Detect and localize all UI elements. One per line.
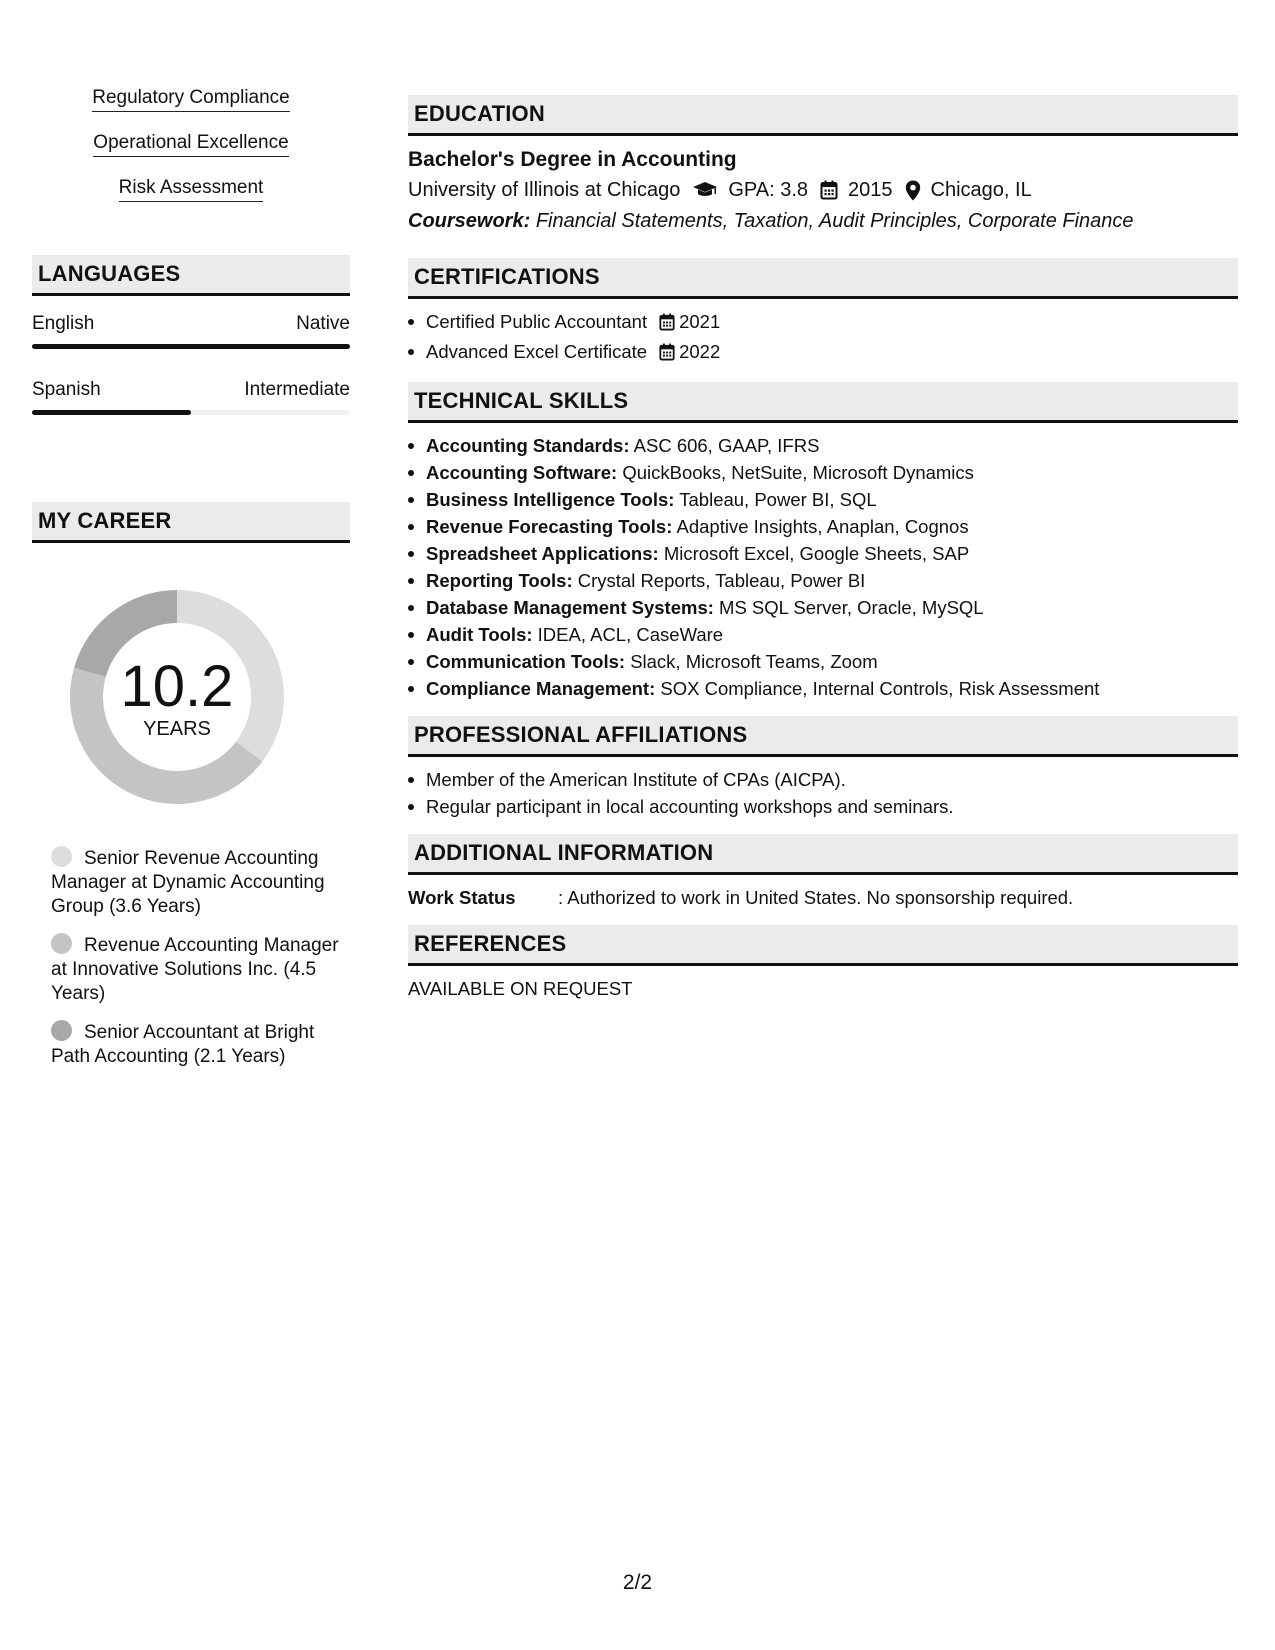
strength-item: Regulatory Compliance (92, 86, 290, 112)
page-number: 2/2 (622, 1571, 653, 1594)
skill-label: Business Intelligence Tools: (426, 489, 675, 510)
education-heading: EDUCATION (408, 95, 1238, 136)
technical-skills-heading: TECHNICAL SKILLS (408, 382, 1238, 423)
list-item (426, 621, 1238, 648)
skill-label: Reporting Tools: (426, 570, 573, 591)
list-item (426, 459, 1238, 486)
career-item-text: Revenue Accounting Manager at Innovative Solutions Inc. (4.5 Years) (51, 935, 339, 1004)
additional-info-heading: ADDITIONAL INFORMATION (408, 834, 1238, 875)
school-name: University of Illinois at Chicago (408, 179, 681, 201)
list-item (426, 308, 1238, 338)
language-bar-fill (32, 410, 191, 415)
language-name: English (32, 313, 95, 334)
language-bar (32, 344, 350, 349)
cert-name: Certified Public Accountant (426, 311, 648, 332)
skill-value: Microsoft Excel, Google Sheets, SAP (663, 543, 970, 564)
cert-year: 2021 (679, 311, 721, 332)
career-total-years: 10.2 (120, 654, 234, 719)
work-status-row (408, 884, 1238, 911)
strength-item: Risk Assessment (119, 176, 264, 202)
references-text: AVAILABLE ON REQUEST (408, 978, 633, 999)
career-item (51, 933, 341, 1006)
language-level: Native (296, 313, 350, 334)
list-item (426, 432, 1238, 459)
language-row (32, 379, 350, 401)
skill-value: Tableau, Power BI, SQL (679, 489, 877, 510)
skill-value: IDEA, ACL, CaseWare (537, 624, 724, 645)
skill-value: Adaptive Insights, Anaplan, Cognos (676, 516, 969, 537)
strengths-list (32, 86, 350, 221)
list-item (426, 594, 1238, 621)
affiliations-list (408, 766, 1238, 820)
list-item (426, 648, 1238, 675)
legend-dot-icon (51, 846, 72, 867)
calendar-icon (659, 341, 675, 368)
graduation-year: 2015 (848, 179, 893, 201)
list-item (426, 338, 1238, 368)
language-row (32, 313, 350, 335)
certifications-list (408, 308, 1238, 368)
language-bar-fill (32, 344, 350, 349)
skill-value: QuickBooks, NetSuite, Microsoft Dynamics (622, 462, 974, 483)
legend-dot-icon (51, 933, 72, 954)
education-details (408, 175, 1238, 205)
affiliations-section (408, 716, 1238, 820)
skill-value: Slack, Microsoft Teams, Zoom (630, 651, 878, 672)
skill-value: ASC 606, GAAP, IFRS (633, 435, 820, 456)
additional-info-section (408, 834, 1238, 911)
skill-value: MS SQL Server, Oracle, MySQL (719, 597, 984, 618)
skill-label: Compliance Management: (426, 678, 656, 699)
career-item-text: Senior Revenue Accounting Manager at Dynamic Accounting Group (3.6 Years) (51, 848, 325, 917)
skill-label: Accounting Standards: (426, 435, 630, 456)
skill-label: Spreadsheet Applications: (426, 543, 659, 564)
list-item: Regular participant in local accounting workshops and seminars. (426, 793, 1238, 820)
list-item (426, 513, 1238, 540)
list-item: Member of the American Institute of CPAs (AICPA). (426, 766, 1238, 793)
degree-title: Bachelor's Degree in Accounting (408, 148, 737, 171)
work-status-label: Work Status (408, 887, 516, 908)
legend-dot-icon (51, 1020, 72, 1041)
references-section (408, 925, 1238, 1002)
skill-label: Accounting Software: (426, 462, 618, 483)
career-item (51, 846, 341, 919)
languages-heading: LANGUAGES (32, 255, 350, 296)
certifications-section (408, 258, 1238, 368)
skill-label: Audit Tools: (426, 624, 533, 645)
coursework (408, 205, 1238, 237)
graduation-cap-icon (692, 181, 718, 199)
coursework-label: Coursework: (408, 210, 531, 232)
language-level: Intermediate (244, 379, 350, 400)
skill-label: Revenue Forecasting Tools: (426, 516, 673, 537)
career-heading: MY CAREER (32, 502, 350, 543)
cert-name: Advanced Excel Certificate (426, 341, 648, 362)
skill-label: Database Management Systems: (426, 597, 714, 618)
career-legend (51, 846, 341, 1083)
career-years-label: YEARS (143, 718, 211, 740)
skill-value: Crystal Reports, Tableau, Power BI (577, 570, 866, 591)
list-item (426, 486, 1238, 513)
calendar-icon (659, 311, 675, 338)
cert-year: 2022 (679, 341, 721, 362)
list-item (426, 567, 1238, 594)
map-pin-icon (905, 180, 921, 201)
strength-item: Operational Excellence (93, 131, 288, 157)
career-item (51, 1020, 341, 1069)
references-heading: REFERENCES (408, 925, 1238, 966)
career-item-text: Senior Accountant at Bright Path Accounting (2.1 Years) (51, 1022, 315, 1067)
technical-skills-section (408, 382, 1238, 702)
work-status-value: : Authorized to work in United States. No sponsorship required. (558, 887, 1074, 908)
language-bar (32, 410, 350, 415)
skill-value: SOX Compliance, Internal Controls, Risk Assessment (660, 678, 1100, 699)
calendar-icon (820, 180, 838, 200)
gpa: GPA: 3.8 (728, 179, 809, 201)
right-column (408, 95, 1238, 1002)
list-item (426, 675, 1238, 702)
skill-label: Communication Tools: (426, 651, 626, 672)
school-location: Chicago, IL (930, 179, 1032, 201)
education-section (408, 95, 1238, 237)
language-name: Spanish (32, 379, 101, 400)
list-item (426, 540, 1238, 567)
certifications-heading: CERTIFICATIONS (408, 258, 1238, 299)
technical-skills-list (408, 432, 1238, 702)
affiliations-heading: PROFESSIONAL AFFILIATIONS (408, 716, 1238, 757)
coursework-text: Financial Statements, Taxation, Audit Principles, Corporate Finance (535, 210, 1134, 232)
